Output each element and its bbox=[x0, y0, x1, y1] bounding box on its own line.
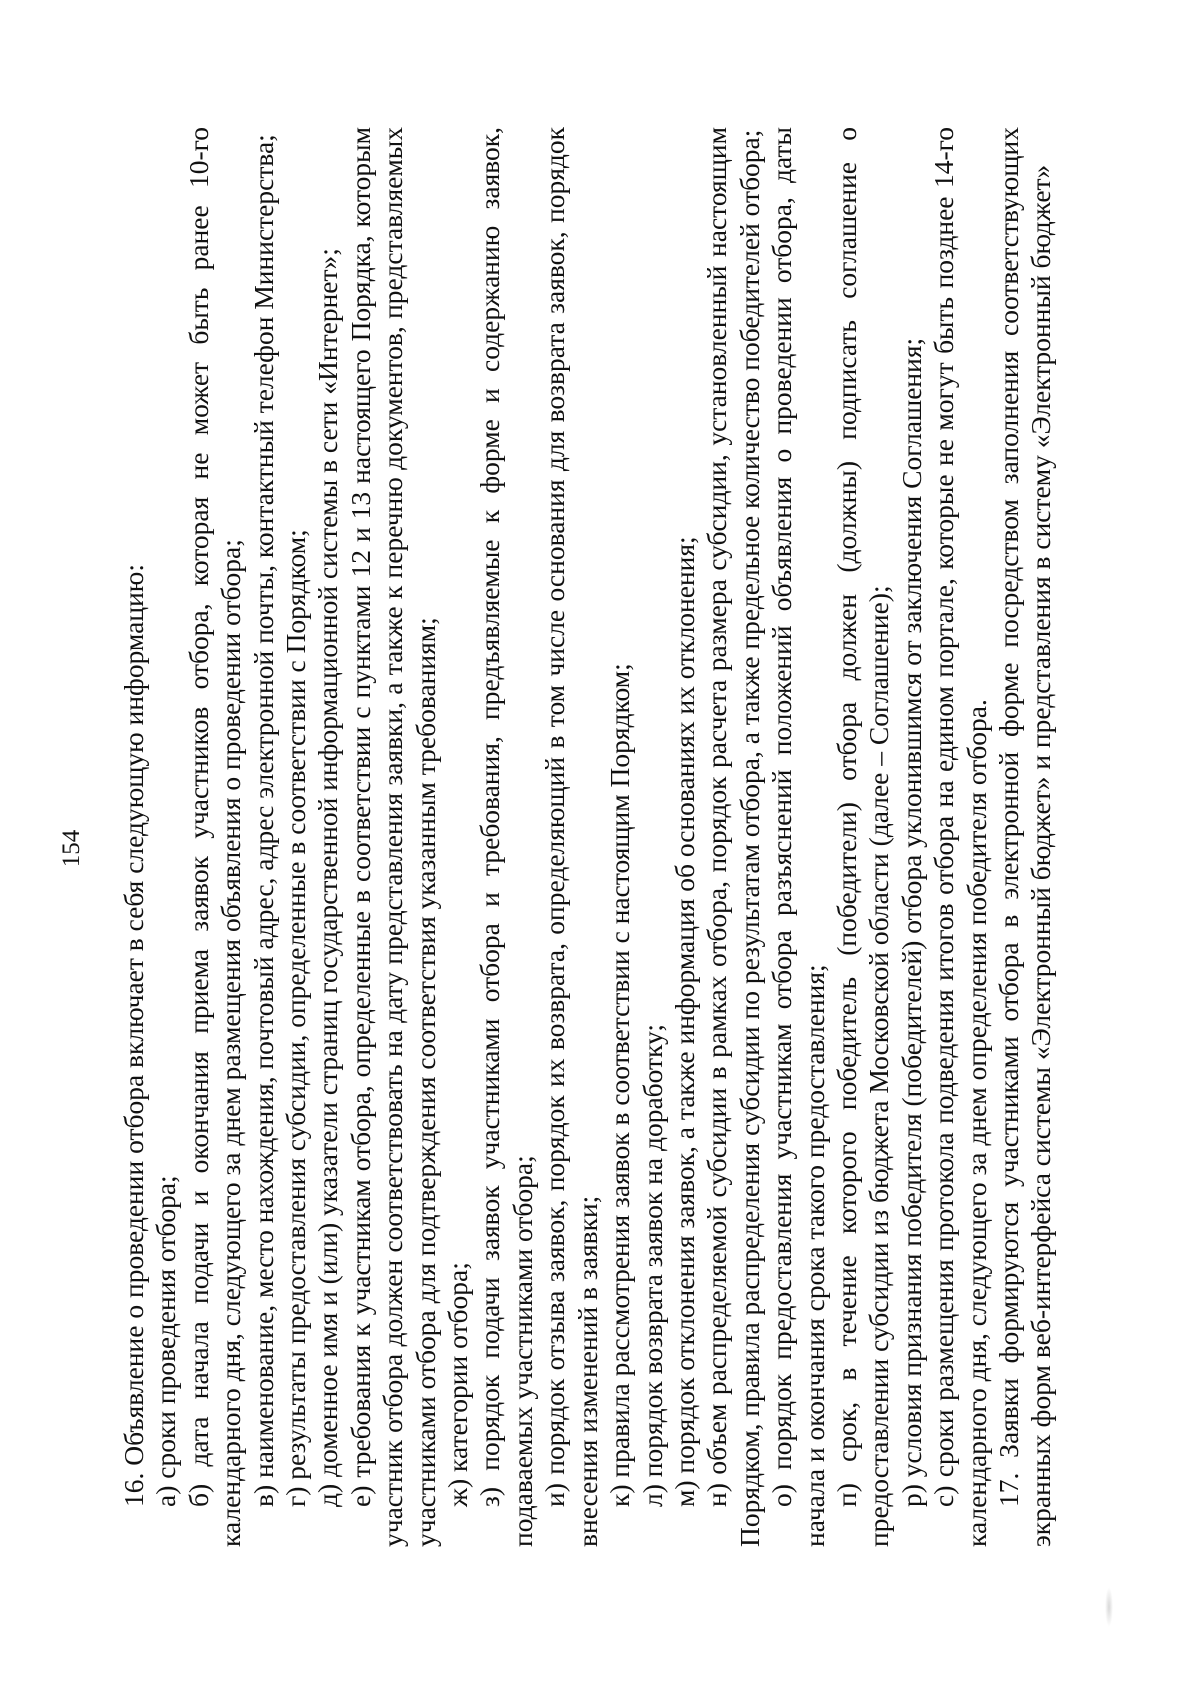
item-a: а) сроки проведения отбора; bbox=[150, 1175, 182, 1507]
item-l: л) порядок возврата заявок на доработку; bbox=[636, 1023, 668, 1507]
item-g: г) результаты предоставления субсидии, определенные в соответствии с Порядком; bbox=[280, 529, 312, 1507]
item-d: д) доменное имя и (или) указатели страниц государственной информационной системы в сети «Интернет»; bbox=[312, 248, 344, 1507]
document-body bbox=[118, 127, 1058, 1547]
item-o: о) порядок предоставления участникам отбора разъяснений положений объявления о проведении отбора, даты начала и окончания срока такого предоставления; bbox=[766, 127, 830, 1547]
item-m: м) порядок отклонения заявок, а также информация об основаниях их отклонения; bbox=[668, 536, 700, 1507]
item-p: п) срок, в течение которого победитель (победители) отбора должен (должны) подписать соглашение о предоставлении субсидии из бюджета Московской области (далее – Соглашение); bbox=[830, 127, 895, 1547]
item-b: б) дата начала подачи и окончания приема заявок участников отбора, которая не может быть ранее 10-го календарного дня, следующего за днем размещения объявления о проведении отбора; bbox=[182, 127, 247, 1547]
item-zh: ж) категории отбора; bbox=[442, 1262, 474, 1507]
item-z: з) порядок подачи заявок участниками отбора и требования, предъявляемые к форме и содержанию заявок, подаваемых участниками отбора; bbox=[474, 127, 538, 1547]
item-e: е) требования к участникам отбора, определенные в соответствии с пунктами 12 и 13 настоящего Порядка, которым участник отбора должен соответствовать на дату представления заявки, а также к перечню документов, представляемых участниками отбора для подтверждения соответствия указанным требованиям; bbox=[344, 127, 441, 1547]
item-n: н) объем распределяемой субсидии в рамках отбора, порядок расчета размера субсидии, установленный настоящим Порядком, правила распределения субсидии по результатам отбора, а также предельное количество победителей отбора; bbox=[701, 127, 765, 1547]
paragraph-17: 17. Заявки формируются участниками отбора в электронной форме посредством заполнения соответствующих экранных форм веб-интерфейса системы «Электронный бюджет» и представления в систему «Электронный бюджет» bbox=[992, 127, 1057, 1547]
paragraph-16-intro: 16. Объявление о проведении отбора включает в себя следующую информацию: bbox=[118, 564, 149, 1507]
item-i: и) порядок отзыва заявок, порядок их возврата, определяющий в том числе основания для возврата заявок, порядок внесения изменений в заявки; bbox=[539, 127, 603, 1547]
item-s: с) сроки размещения протокола подведения итогов отбора на едином портале, которые не могут быть позднее 14-го календарного дня, следующего за днем определения победителя отбора. bbox=[928, 127, 992, 1547]
item-v: в) наименование, место нахождения, почтовый адрес, адрес электронной почты, контактный телефон Министерства; bbox=[247, 134, 279, 1507]
item-r: р) условия признания победителя (победителей) отбора уклонившимся от заключения Соглашения; bbox=[895, 337, 927, 1507]
scan-artifact bbox=[1105, 1587, 1113, 1627]
item-k: к) правила рассмотрения заявок в соответствии с настоящим Порядком; bbox=[604, 663, 636, 1507]
page-number: 154 bbox=[58, 829, 85, 868]
